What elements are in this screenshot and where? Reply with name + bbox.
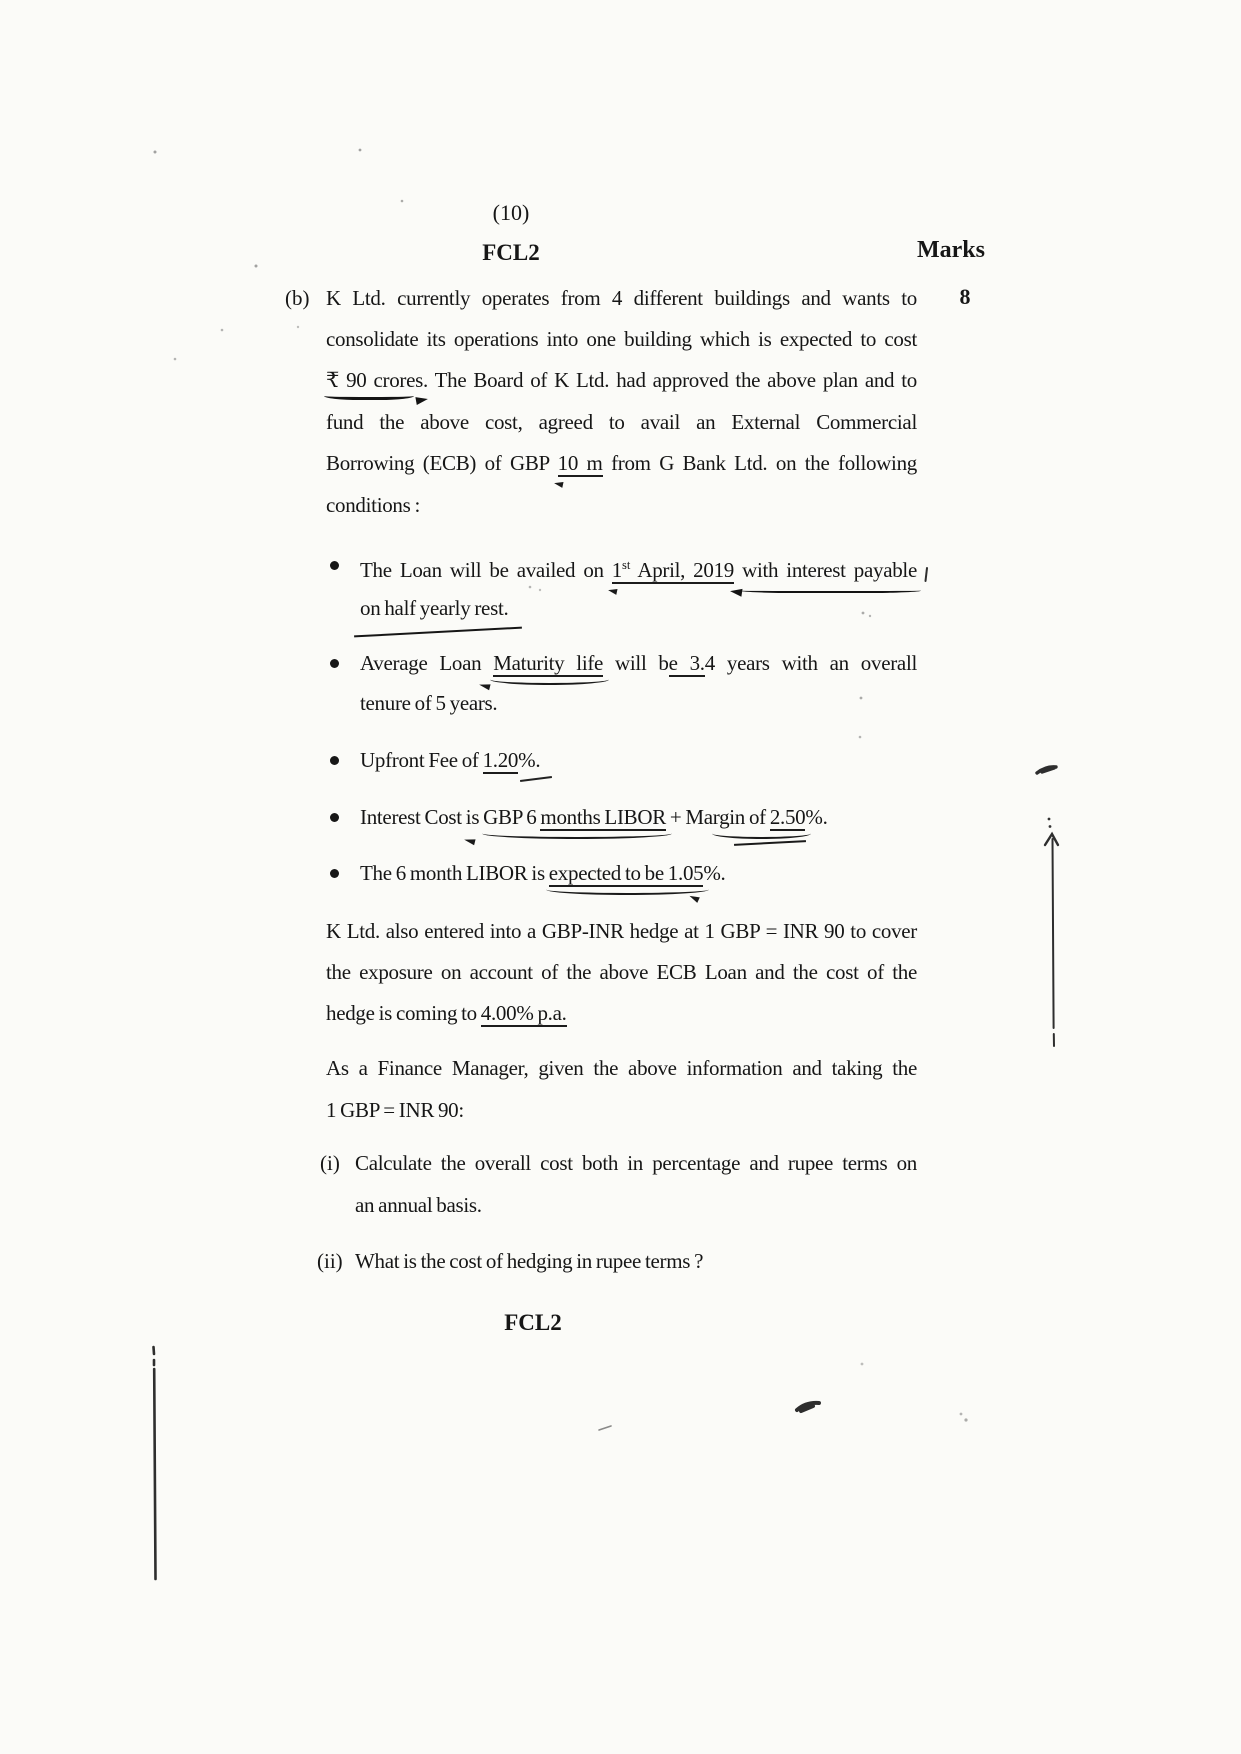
paragraph-line: ₹ 90 crores. The Board of K Ltd. had approved the above plan and to	[326, 368, 917, 392]
footer-paper-code: FCL2	[504, 1310, 562, 1335]
printed-underline: 10 m	[557, 451, 603, 475]
header-paper-code: FCL2	[482, 240, 540, 265]
subquestion-line: What is the cost of hedging in rupee terms ?	[355, 1249, 704, 1273]
pen-tick-interest-payable-end	[926, 568, 928, 581]
subquestion-label-ii: (ii)	[317, 1249, 343, 1273]
paragraph-line: conditions :	[326, 493, 420, 517]
bullet-dot	[330, 659, 339, 668]
bullet-line: on half yearly rest.	[360, 596, 509, 620]
paragraph-line: fund the above cost, agreed to avail an External Commercial	[326, 410, 917, 434]
bullet-line: The Loan will be availed on 1st April, 2019 with interest payable	[360, 558, 917, 582]
question-marks-value: 8	[959, 284, 971, 309]
paragraph-line: hedge is coming to 4.00% p.a.	[326, 1001, 567, 1025]
pen-margin-line-right	[1045, 818, 1058, 1046]
pen-dash-bottom-left	[599, 1426, 611, 1430]
paragraph-line: K Ltd. currently operates from 4 different buildings and wants to	[326, 286, 917, 310]
bullet-line: tenure of 5 years.	[360, 691, 498, 715]
question-part-label: (b)	[285, 286, 310, 310]
printed-underline: e 3.	[668, 651, 705, 675]
printed-underline: Maturity life	[493, 651, 604, 675]
paragraph-line: As a Finance Manager, given the above information and taking the	[326, 1056, 917, 1080]
paragraph-line: 1 GBP = INR 90:	[326, 1098, 464, 1122]
pen-margin-line-left	[154, 1347, 156, 1579]
bullet-line: Interest Cost is GBP 6 months LIBOR + Margin of 2.50%.	[360, 805, 828, 829]
subquestion-label-i: (i)	[320, 1151, 340, 1175]
paragraph-line: K Ltd. also entered into a GBP-INR hedge at 1 GBP = INR 90 to cover	[326, 919, 917, 943]
bullet-dot	[330, 813, 339, 822]
paragraph-line: the exposure on account of the above ECB Loan and the cost of the	[326, 960, 917, 984]
pen-scribble-right-margin	[1037, 767, 1056, 773]
pen-scribble-bottom	[797, 1403, 819, 1411]
printed-underline: 1.20	[482, 748, 519, 772]
bullet-dot	[330, 561, 339, 570]
subquestion-line: Calculate the overall cost both in percentage and rupee terms on	[355, 1151, 917, 1175]
paragraph-line: consolidate its operations into one building which is expected to cost	[326, 327, 917, 351]
printed-underline: 1st April, 2019	[611, 558, 734, 582]
bullet-line: Average Loan Maturity life will be 3.4 years with an overall	[360, 651, 918, 675]
bullet-dot	[330, 869, 339, 878]
subquestion-line: an annual basis.	[355, 1193, 482, 1217]
bullet-dot	[330, 756, 339, 765]
paragraph-line: Borrowing (ECB) of GBP 10 m from G Bank Ltd. on the following	[326, 451, 917, 475]
printed-underline: 4.00% p.a.	[480, 1001, 567, 1025]
printed-underline: expected to be 1.05	[548, 861, 704, 885]
bullet-line: The 6 month LIBOR is expected to be 1.05%.	[360, 861, 726, 885]
marks-column-label: Marks	[917, 237, 985, 263]
bullet-line: Upfront Fee of 1.20%.	[360, 748, 541, 772]
page-number: (10)	[492, 200, 530, 225]
printed-underline: months LIBOR	[540, 805, 666, 829]
printed-underline: 2.50	[769, 805, 806, 829]
